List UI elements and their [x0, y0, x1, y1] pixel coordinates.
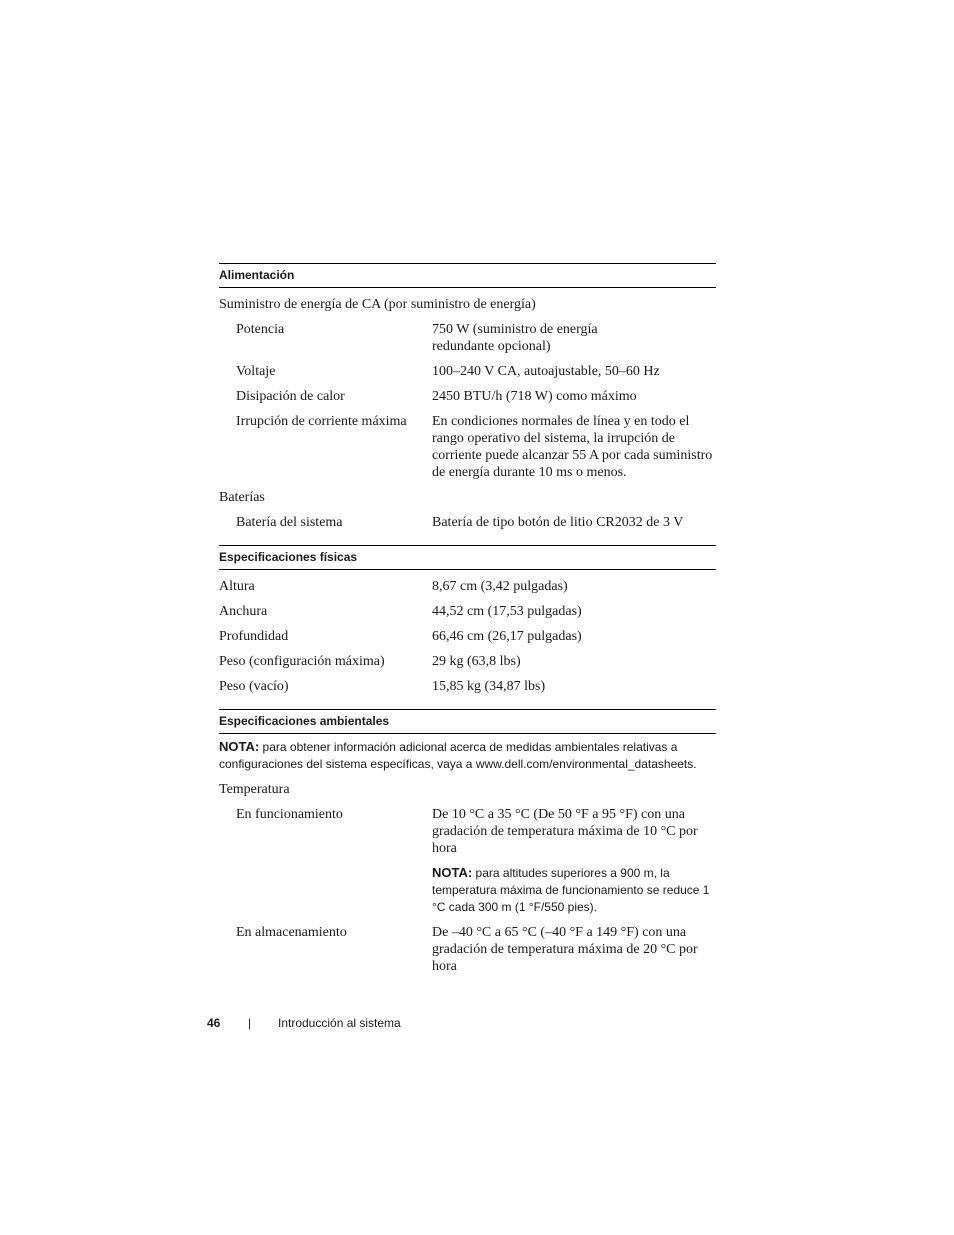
spec-value: En condiciones normales de línea y en todo el rango operativo del sistema, la irrupción de corriente puede alcanzar 55 A por cada suministro de energía durante 10 ms o menos. — [432, 414, 713, 480]
spec-value: 29 kg (63,8 lbs) — [432, 654, 521, 669]
note-end: . — [693, 757, 697, 771]
spec-row-heat — [219, 388, 716, 405]
spec-value: 15,85 kg (34,87 lbs) — [432, 679, 546, 694]
spec-label: Irrupción de corriente máxima — [236, 414, 407, 429]
spec-label: Disipación de calor — [236, 389, 345, 404]
temperature-row — [219, 781, 716, 798]
note-label: NOTA: — [432, 865, 473, 880]
operating-note — [432, 864, 716, 916]
spec-value: 44,52 cm (17,53 pulgadas) — [432, 604, 582, 619]
spec-row-power — [219, 321, 716, 355]
spec-row-height — [219, 578, 716, 595]
batteries-row — [219, 489, 716, 506]
spec-row-weight-empty — [219, 678, 716, 695]
spec-label: Altura — [219, 579, 255, 594]
section-header-environmental: Especificaciones ambientales — [219, 709, 716, 734]
spec-value: Batería de tipo botón de litio CR2032 de 3 V — [432, 515, 684, 530]
temperature-label: Temperatura — [219, 782, 290, 797]
spec-label: Profundidad — [219, 629, 289, 644]
batteries-label: Baterías — [219, 490, 265, 505]
spec-label: Voltaje — [236, 364, 276, 379]
spec-value: 2450 BTU/h (718 W) como máximo — [432, 389, 637, 404]
spec-page — [219, 263, 716, 975]
environmental-note — [219, 738, 716, 773]
spec-value: De –40 °C a 65 °C (–40 °F a 149 °F) con una gradación de temperatura máxima de 20 °C por hora — [432, 925, 698, 974]
note-text: para altitudes superiores a 900 m, la temperatura máxima de funcionamiento se reduce 1 °C cada 300 m (1 °F/550 pies). — [432, 866, 710, 914]
spec-value: 8,67 cm (3,42 pulgadas) — [432, 579, 568, 594]
supply-row — [219, 296, 716, 313]
section-header-power: Alimentación — [219, 263, 716, 288]
note-link[interactable]: www.dell.com/environmental_datasheets — [475, 757, 694, 771]
page-number: 46 — [207, 1016, 221, 1030]
spec-value: 100–240 V CA, autoajustable, 50–60 Hz — [432, 364, 660, 379]
spec-row-operating — [219, 806, 716, 916]
spec-row-voltage — [219, 363, 716, 380]
spec-value: 750 W (suministro de energía redundante opcional) — [432, 322, 598, 354]
spec-label: Peso (configuración máxima) — [219, 654, 385, 669]
spec-row-weight-max — [219, 653, 716, 670]
note-label: NOTA: — [219, 739, 260, 754]
spec-label: Peso (vacío) — [219, 679, 289, 694]
spec-row-width — [219, 603, 716, 620]
spec-label: En funcionamiento — [236, 807, 343, 822]
operating-value-block — [432, 806, 716, 916]
footer-title: Introducción al sistema — [278, 1016, 401, 1030]
spec-value: 66,46 cm (26,17 pulgadas) — [432, 629, 582, 644]
note-text: para obtener información adicional acerca de medidas ambientales relativas a configuraciones del sistema específicas, vaya a — [219, 740, 678, 771]
spec-label: Anchura — [219, 604, 268, 619]
spec-row-storage — [219, 924, 716, 975]
spec-label: En almacenamiento — [236, 925, 347, 940]
spec-row-inrush — [219, 413, 716, 481]
footer-separator: | — [248, 1016, 252, 1030]
spec-row-battery — [219, 514, 716, 531]
supply-label: Suministro de energía de CA (por suministro de energía) — [219, 297, 536, 312]
spec-value: De 10 °C a 35 °C (De 50 °F a 95 °F) con una gradación de temperatura máxima de 10 °C por hora — [432, 807, 698, 856]
section-header-physical: Especificaciones físicas — [219, 545, 716, 570]
spec-label: Batería del sistema — [236, 515, 343, 530]
spec-label: Potencia — [236, 322, 285, 337]
spec-row-depth — [219, 628, 716, 645]
